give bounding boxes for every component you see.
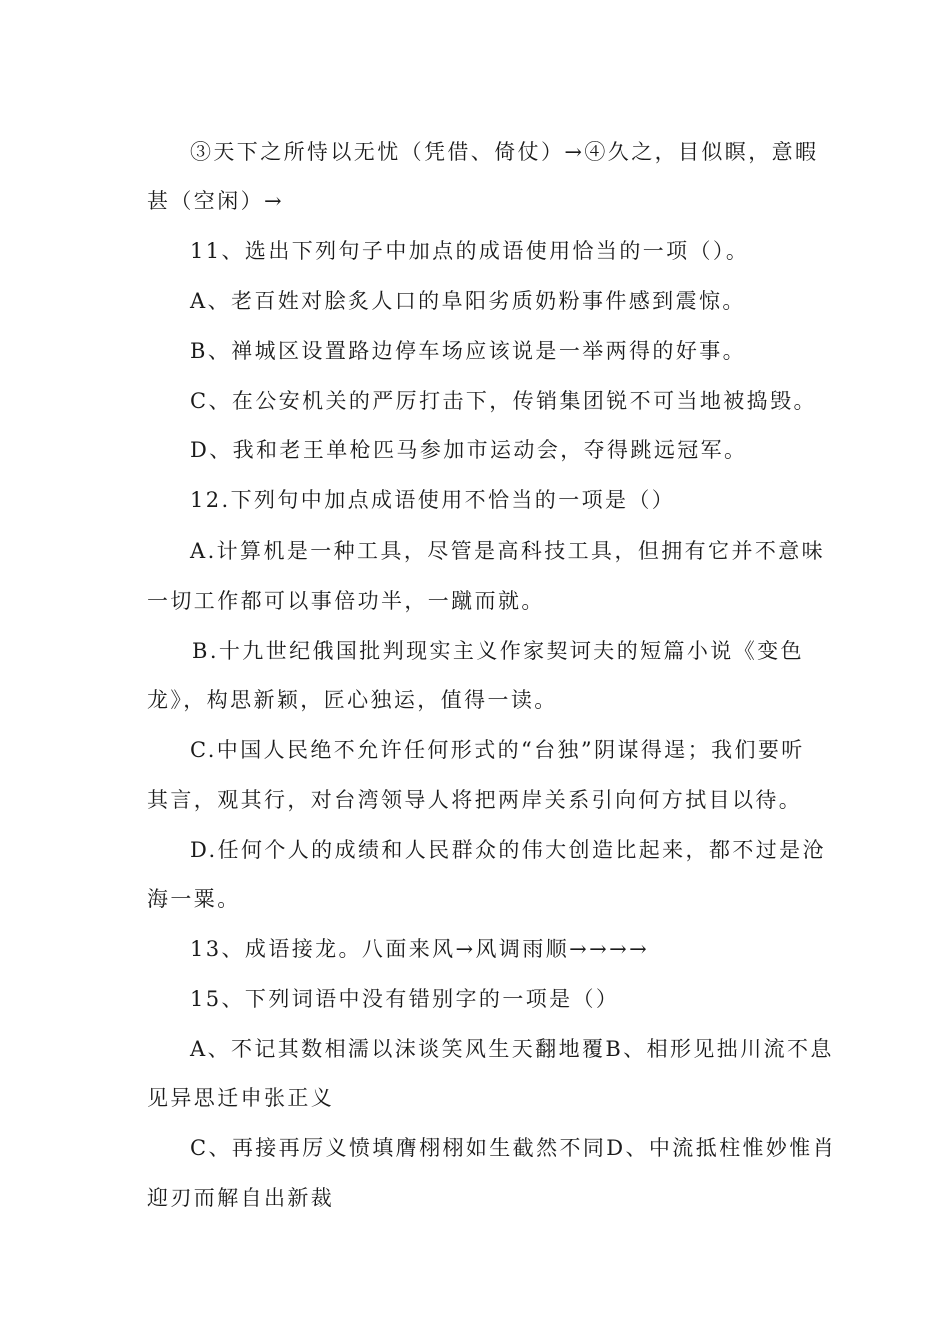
question-12-option-c-line-1: C.中国人民绝不允许任何形式的“台独”阴谋得逞；我们要听 — [190, 738, 805, 762]
question-11-option-b: B、禅城区设置路边停车场应该说是一举两得的好事。 — [190, 339, 747, 363]
question-15-stem: 15、下列词语中没有错别字的一项是（） — [190, 987, 620, 1011]
question-15-options-ab-line-2: 见异思迁申张正义 — [147, 1086, 335, 1110]
question-12-option-d-line-1: D.任何个人的成绩和人民群众的伟大创造比起来，都不过是沧 — [190, 838, 826, 862]
question-11-option-a: A、老百姓对脍炙人口的阜阳劣质奶粉事件感到震惊。 — [190, 289, 746, 313]
question-15-options-ab-line-1: A、不记其数相濡以沫谈笑风生天翻地覆B、相形见拙川流不息 — [190, 1037, 834, 1061]
text-line-2: 甚（空闲）→ — [147, 189, 284, 213]
question-12-option-b-line-1: B.十九世纪俄国批判现实主义作家契诃夫的短篇小说《变色 — [192, 639, 804, 663]
question-11-option-d: D、我和老王单枪匹马参加市运动会，夺得跳远冠军。 — [190, 438, 748, 462]
question-15-options-cd-line-2: 迎刃而解自出新裁 — [147, 1186, 335, 1210]
question-12-option-d-line-2: 海一粟。 — [147, 887, 241, 911]
question-12-option-a-line-2: 一切工作都可以事倍功半，一蹴而就。 — [147, 589, 545, 613]
question-12-option-b-line-2: 龙》，构思新颖，匠心独运，值得一读。 — [147, 688, 558, 712]
question-11-option-c: C、在公安机关的严厉打击下，传销集团锐不可当地被捣毁。 — [190, 389, 817, 413]
question-12-option-a-line-1: A.计算机是一种工具，尽管是高科技工具，但拥有它并不意味 — [190, 539, 826, 563]
question-11-stem: 11、选出下列句子中加点的成语使用恰当的一项（）。 — [190, 239, 750, 263]
question-12-option-c-line-2: 其言，观其行，对台湾领导人将把两岸关系引向何方拭目以待。 — [147, 788, 803, 812]
question-12-stem: 12.下列句中加点成语使用不恰当的一项是（） — [190, 488, 676, 512]
question-15-options-cd-line-1: C、再接再厉义愤填膺栩栩如生截然不同D、中流抵柱惟妙惟肖 — [190, 1136, 837, 1160]
text-line-1: ③天下之所恃以无忧（凭借、倚仗）→④久之，目似瞑，意暇 — [190, 140, 819, 164]
question-13-stem: 13、成语接龙。八面来风→风调雨顺→→→→ — [190, 937, 650, 961]
